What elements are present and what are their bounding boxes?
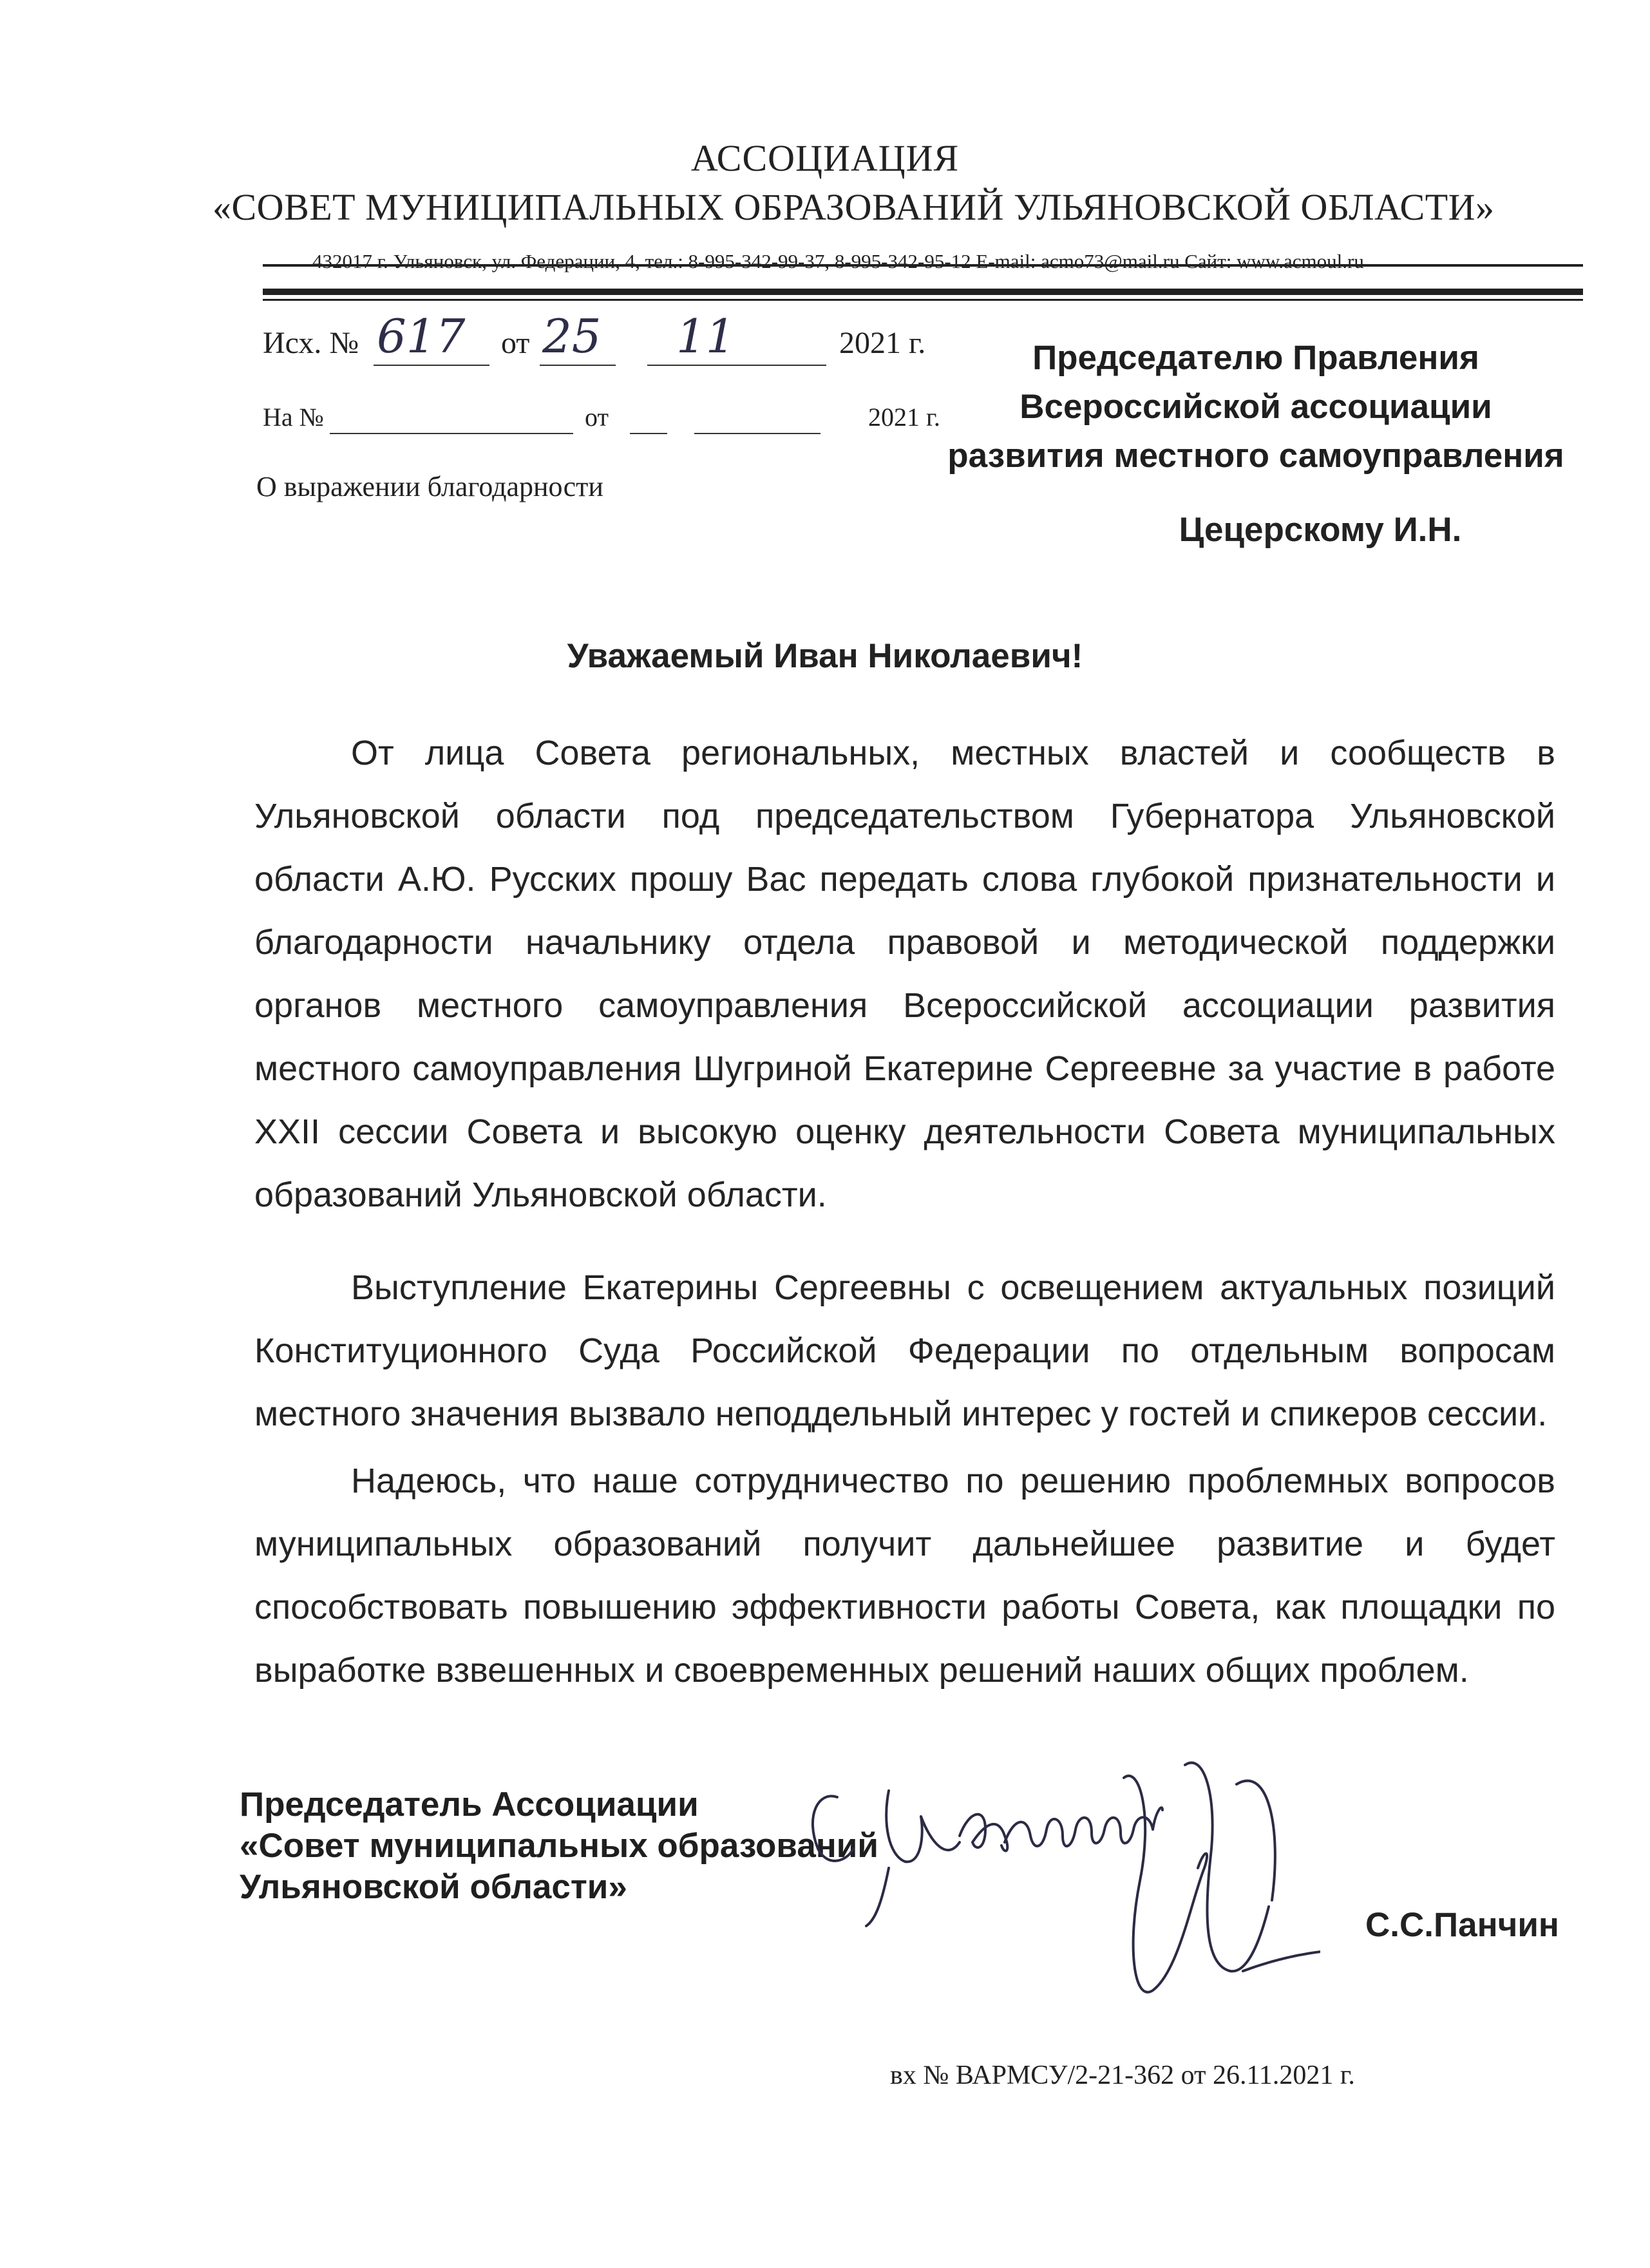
signer-title-line: Председатель Ассоциации [240, 1786, 699, 1824]
letterhead-contacts: 432017 г. Ульяновск, ул. Федерации, 4, тел.: 8-995-342-99-37, 8-995-342-95-12 E-mail: acmo73@mail.ru Сайт: www.acmoul.ru [312, 250, 1364, 272]
association-title: АССОЦИАЦИЯ [690, 137, 960, 179]
addressee-line: Председателю Правления [1032, 339, 1479, 377]
outgoing-from-label: от [501, 326, 530, 360]
reference-day-line [630, 433, 667, 434]
reference-label: На № [263, 403, 324, 432]
signer-title [240, 1784, 878, 1908]
outgoing-month-line [647, 365, 826, 366]
addressee-block [934, 334, 1578, 481]
outgoing-month: 11 [676, 309, 735, 363]
incoming-registration: вх № ВАРМСУ/2-21-362 от 26.11.2021 г. [890, 2061, 1355, 2090]
outgoing-day-line [540, 365, 616, 366]
letter-subject: О выражении благодарности [256, 471, 603, 502]
addressee-line: Всероссийской ассоциации [1019, 388, 1492, 426]
letterhead-rule-thick [263, 289, 1583, 295]
signer-title-line: «Совет муниципальных образований [240, 1827, 878, 1865]
addressee-line: развития местного самоуправления [947, 437, 1564, 475]
association-full-name: «СОВЕТ МУНИЦИПАЛЬНЫХ ОБРАЗОВАНИЙ УЛЬЯНОВСКОЙ ОБЛАСТИ» [213, 186, 1495, 228]
handwritten-signature [792, 1739, 1320, 2048]
reference-number-line [330, 433, 573, 434]
body-paragraph: Выступление Екатерины Сергеевны с освещением актуальных позиций Конституционного Суда Российской Федерации по отдельным вопросам местного значения вызвало неподдельный интерес у гостей и спикеров сессии. [254, 1268, 1555, 1433]
salutation: Уважаемый Иван Николаевич! [567, 637, 1083, 675]
outgoing-label: Исх. № [263, 326, 359, 360]
body-paragraph: От лица Совета региональных, местных властей и сообществ в Ульяновской области под председательством Губернатора Ульяновской области А.Ю. Русских прошу Вас передать слова глубокой признательности и благодарности начальнику отдела правовой и методической поддержки органов местного самоуправления Всероссийской ассоциации развития местного самоуправления Шугриной Екатерине Сергеевне за участие в работе XXII сессии Совета и высокую оценку деятельности Совета муниципальных образований Ульяновской области. [254, 734, 1555, 1214]
outgoing-number-line [374, 365, 489, 366]
reference-from-label: от [585, 403, 609, 432]
outgoing-day: 25 [542, 309, 602, 363]
outgoing-number: 617 [377, 309, 466, 363]
signer-title-line: Ульяновской области» [240, 1868, 627, 1906]
reference-year: 2021 г. [868, 403, 940, 432]
addressee-name: Цецерскому И.Н. [1179, 511, 1462, 549]
reference-month-line [694, 433, 820, 434]
outgoing-year: 2021 г. [839, 326, 926, 360]
body-paragraph: Надеюсь, что наше сотрудничество по решению проблемных вопросов муниципальных образований получит дальнейшее развитие и будет способствовать повышению эффективности работы Совета, как площадки по выработке взвешенных и своевременных решений наших общих проблем. [254, 1462, 1555, 1690]
letterhead-rule-thin [263, 299, 1583, 301]
signer-name: С.С.Панчин [1365, 1906, 1559, 1944]
